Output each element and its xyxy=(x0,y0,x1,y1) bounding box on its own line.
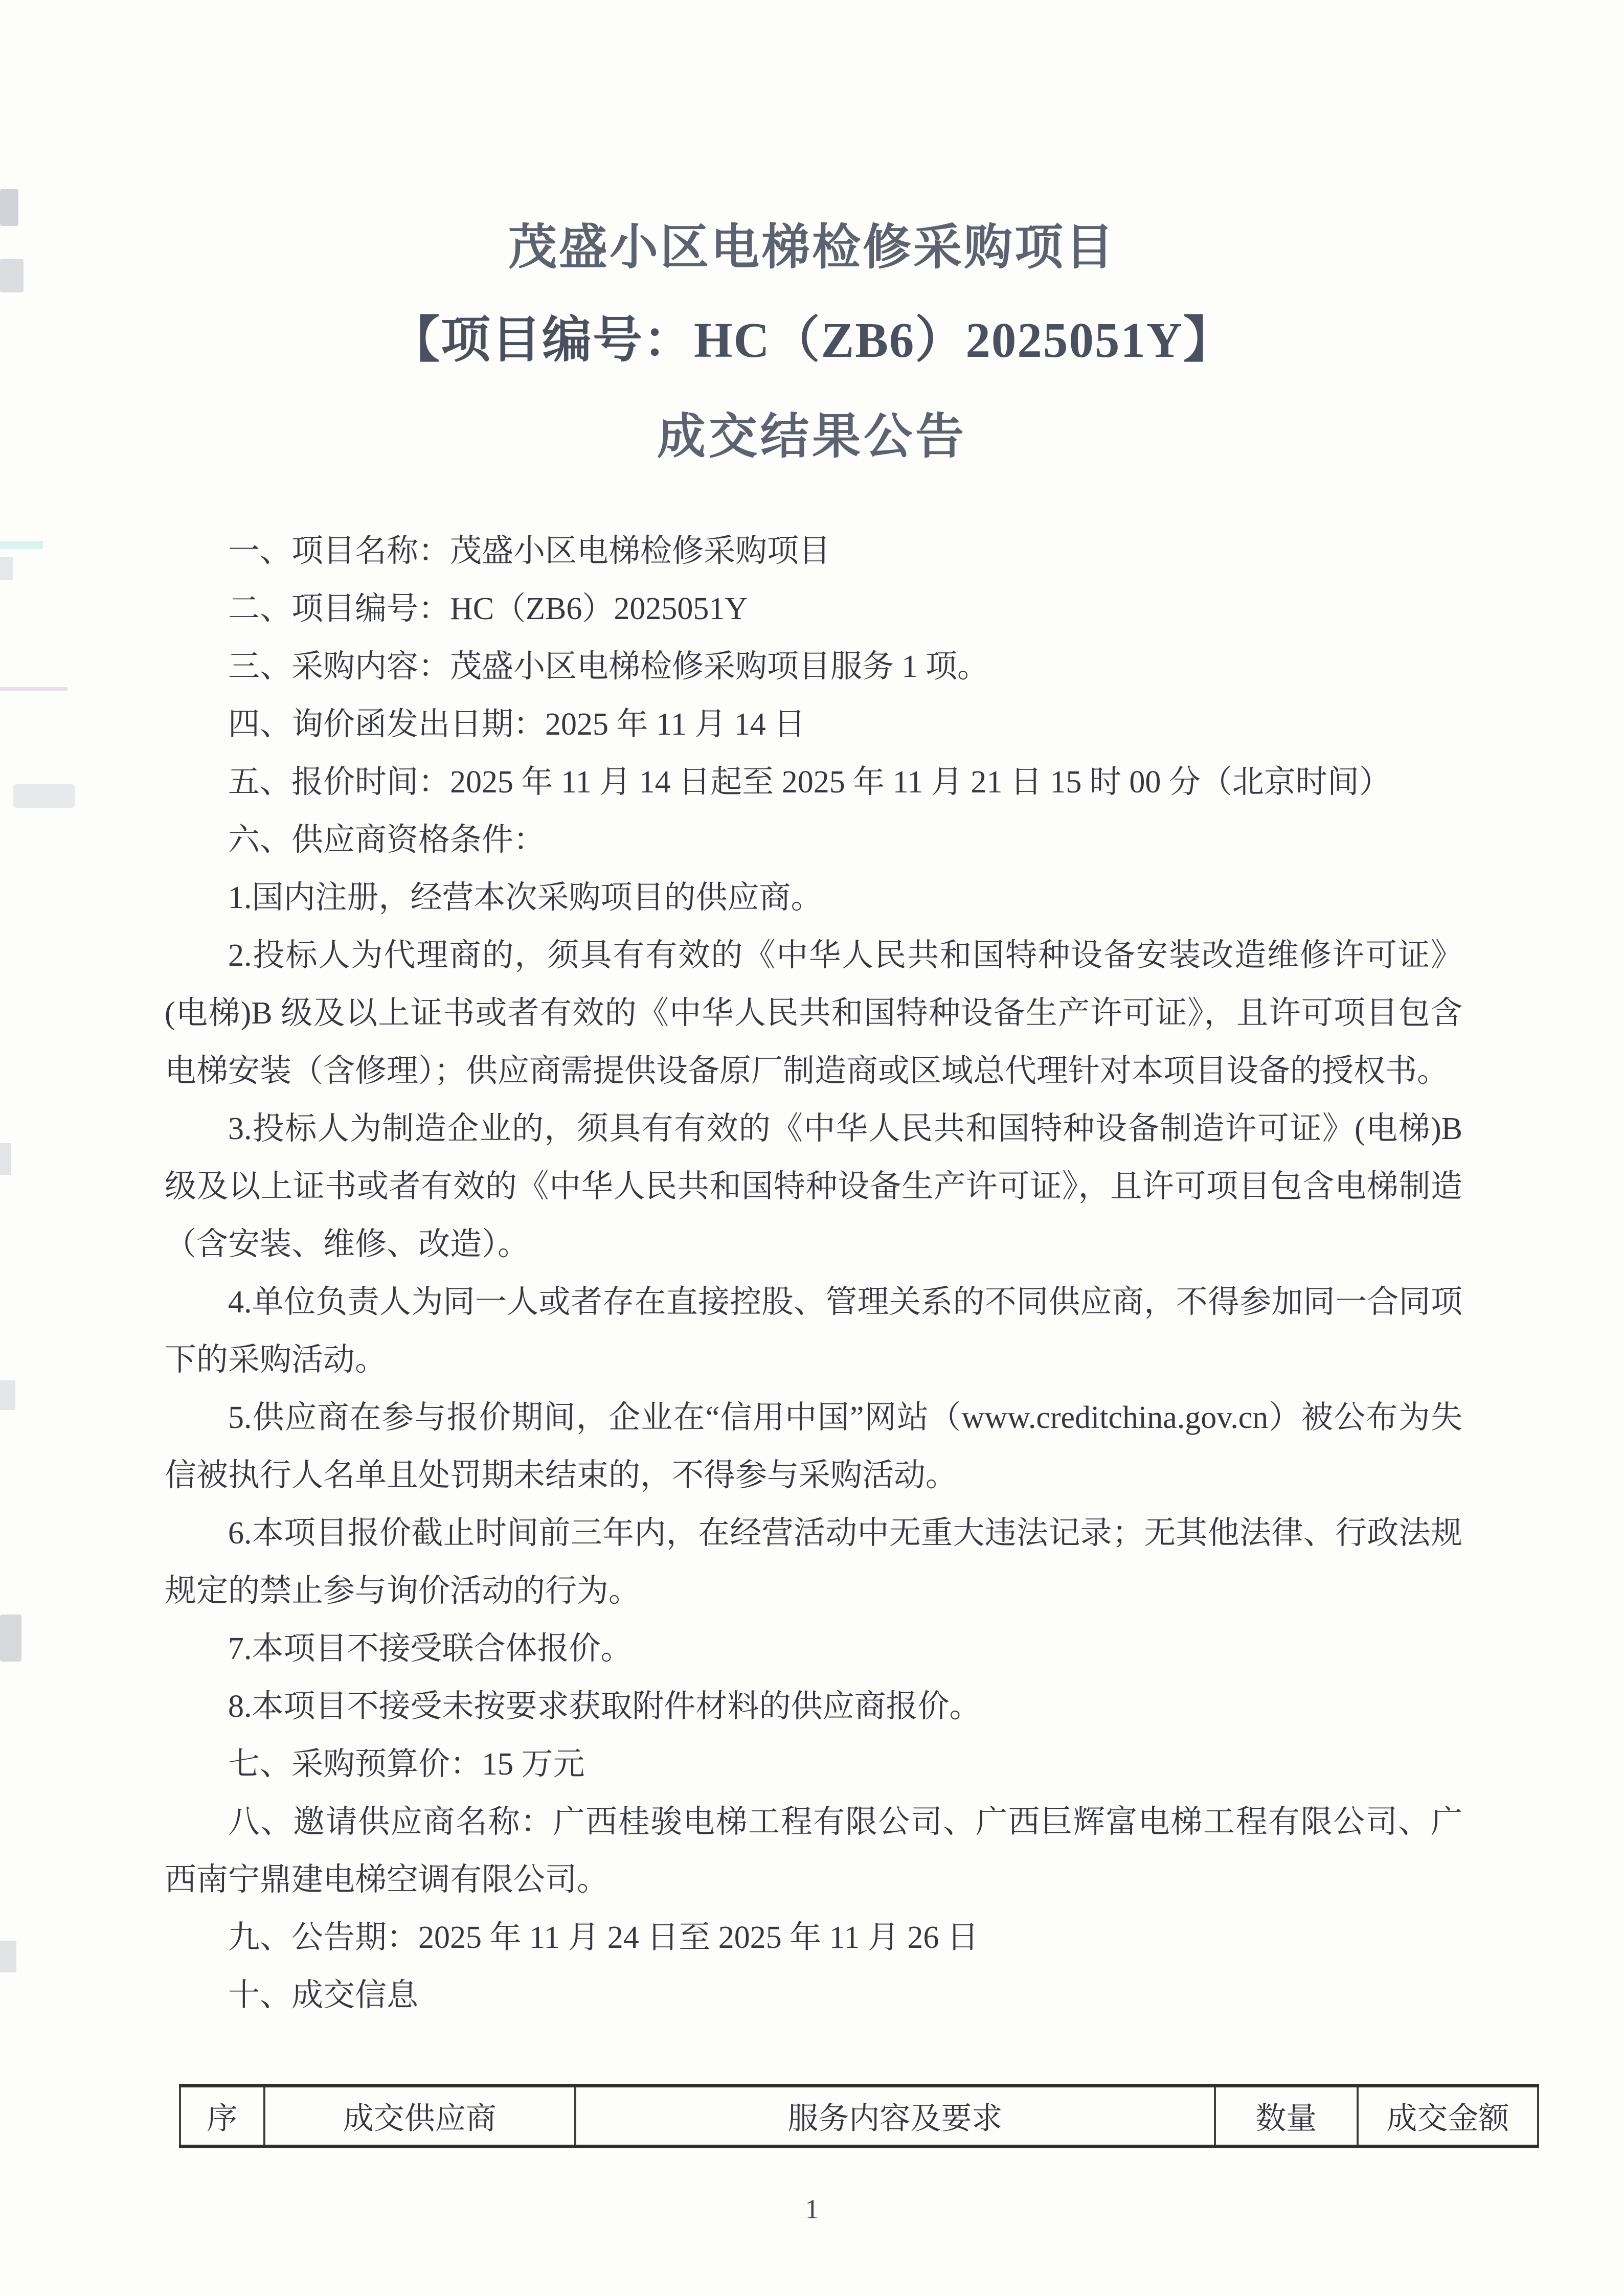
document-title: 茂盛小区电梯检修采购项目 xyxy=(508,220,1116,275)
table-header-row xyxy=(180,2086,1538,2147)
table-header-seq: 序 xyxy=(180,2086,264,2147)
paragraph-budget-price: 七、采购预算价：15 万元 xyxy=(228,1747,585,1782)
project-number-title: 【项目编号：HC（ZB6）2025051Y】 xyxy=(390,313,1234,368)
paragraph-inquiry-date: 四、询价函发出日期：2025 年 11 月 14 日 xyxy=(228,707,806,742)
paragraph-project-number: 二、项目编号：HC（ZB6）2025051Y xyxy=(228,592,748,626)
scan-artifact xyxy=(0,1143,11,1175)
table-header-awarded-supplier: 成交供应商 xyxy=(264,2086,575,2147)
paragraph-award-info-heading: 十、成交信息 xyxy=(228,1978,419,2013)
paragraph-qualification-8: 8.本项目不接受未按要求获取附件材料的供应商报价。 xyxy=(228,1689,981,1724)
paragraph-announcement-period: 九、公告期：2025 年 11 月 24 日至 2025 年 11 月 26 日 xyxy=(228,1920,979,1955)
scan-artifact xyxy=(0,557,13,580)
page-number: 1 xyxy=(805,2194,819,2224)
scan-artifact xyxy=(0,1941,16,1972)
table-header-award-amount: 成交金额 xyxy=(1358,2086,1538,2147)
paragraph-qualification-3: 3.投标人为制造企业的，须具有有效的《中华人民共和国特种设备制造许可证》(电梯)B 级及以上证书或者有效的《中华人民共和国特种设备生产许可证》，且许可项目包含电梯制造（含安装、维修、改造）。 xyxy=(165,1111,1462,1262)
paragraph-qualification-5: 5.供应商在参与报价期间，企业在“信用中国”网站（www.creditchina.gov.cn）被公布为失信被执行人名单且处罚期未结束的，不得参与采购活动。 xyxy=(165,1400,1462,1493)
scan-artifact xyxy=(0,687,67,691)
document-body xyxy=(165,522,1462,2025)
announcement-type-title: 成交结果公告 xyxy=(657,410,967,464)
table-header-quantity: 数量 xyxy=(1215,2086,1358,2147)
scan-artifact xyxy=(0,1380,15,1410)
table-header-service-content: 服务内容及要求 xyxy=(575,2086,1215,2147)
paragraph-qualification-4: 4.单位负责人为同一人或者存在直接控股、管理关系的不同供应商，不得参加同一合同项下的采购活动。 xyxy=(165,1285,1462,1377)
paragraph-supplier-qualifications-heading: 六、供应商资格条件： xyxy=(228,823,546,857)
scan-artifact xyxy=(0,1615,21,1662)
paragraph-project-name: 一、项目名称：茂盛小区电梯检修采购项目 xyxy=(228,534,831,569)
paragraph-invited-suppliers: 八、邀请供应商名称：广西桂骏电梯工程有限公司、广西巨辉富电梯工程有限公司、广西南宁鼎建电梯空调有限公司。 xyxy=(165,1805,1462,1897)
paragraph-quote-period: 五、报价时间：2025 年 11 月 14 日起至 2025 年 11 月 21 日 15 时 00 分（北京时间） xyxy=(228,765,1391,800)
award-info-table xyxy=(179,2084,1539,2148)
scan-artifact xyxy=(13,784,75,808)
paragraph-procurement-content: 三、采购内容：茂盛小区电梯检修采购项目服务 1 项。 xyxy=(228,649,989,684)
paragraph-qualification-6: 6.本项目报价截止时间前三年内，在经营活动中无重大违法记录；无其他法律、行政法规规定的禁止参与询价活动的行为。 xyxy=(165,1516,1462,1608)
paragraph-qualification-2: 2.投标人为代理商的，须具有有效的《中华人民共和国特种设备安装改造维修许可证》(电梯)B 级及以上证书或者有效的《中华人民共和国特种设备生产许可证》，且许可项目包含电梯安装（含修理）；供应商需提供设备原厂制造商或区域总代理针对本项目设备的授权书。 xyxy=(165,938,1462,1088)
paragraph-qualification-1: 1.国内注册，经营本次采购项目的供应商。 xyxy=(228,880,823,915)
paragraph-qualification-7: 7.本项目不接受联合体报价。 xyxy=(228,1631,633,1666)
scan-artifact xyxy=(0,541,43,549)
